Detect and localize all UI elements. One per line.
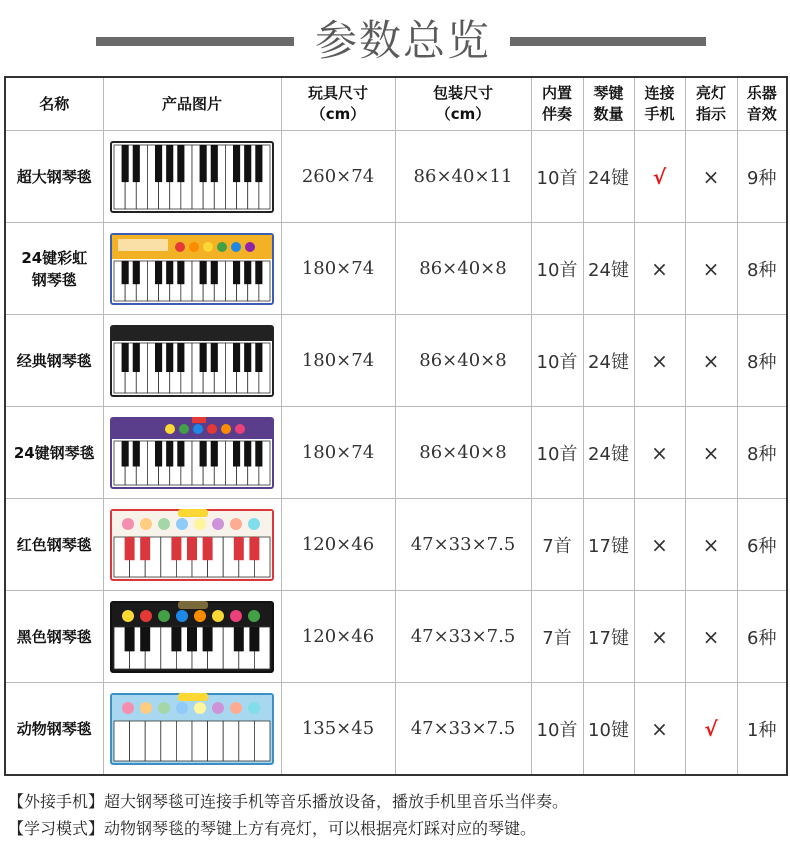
header-light: 亮灯 指示 — [685, 77, 737, 131]
title-decor-line-right — [510, 37, 706, 46]
light-indicator — [685, 499, 737, 591]
instrument-sounds: 8种 — [737, 223, 787, 315]
animal-piano-mat-image — [110, 693, 274, 765]
builtin-songs: 10首 — [531, 131, 583, 223]
pack-size: 47×33×7.5 — [395, 683, 531, 776]
cross-icon: × — [651, 716, 668, 741]
phone-support — [634, 131, 685, 223]
product-name: 动物钢琴毯 — [5, 683, 103, 776]
pack-size: 86×40×8 — [395, 407, 531, 499]
classic-piano-mat-image — [110, 325, 274, 397]
builtin-songs: 10首 — [531, 407, 583, 499]
builtin-songs: 7首 — [531, 591, 583, 683]
cross-icon: × — [702, 624, 720, 649]
toy-size: 260×74 — [281, 131, 395, 223]
key-count: 17键 — [583, 591, 634, 683]
toy-size: 180×74 — [281, 407, 395, 499]
instrument-sounds: 1种 — [737, 683, 787, 776]
rainbow-piano-mat-image — [110, 233, 274, 305]
cross-icon: × — [702, 348, 720, 373]
purple-piano-mat-image — [110, 417, 274, 489]
cross-icon: × — [651, 256, 668, 281]
key-count: 24键 — [583, 407, 634, 499]
light-indicator — [685, 591, 737, 683]
toy-size: 180×74 — [281, 223, 395, 315]
product-row — [5, 499, 787, 591]
builtin-songs: 7首 — [531, 499, 583, 591]
product-row — [5, 131, 787, 223]
product-row — [5, 591, 787, 683]
black-piano-mat-image — [110, 601, 274, 673]
title-decor-line-left — [96, 37, 294, 46]
pack-size: 47×33×7.5 — [395, 499, 531, 591]
key-count: 24键 — [583, 315, 634, 407]
cross-icon: × — [702, 532, 720, 557]
product-image — [103, 315, 281, 407]
product-name: 24键彩虹 钢琴毯 — [5, 223, 103, 315]
instrument-sounds: 8种 — [737, 407, 787, 499]
instrument-sounds: 9种 — [737, 131, 787, 223]
product-row — [5, 407, 787, 499]
product-image — [103, 499, 281, 591]
cross-icon: × — [702, 256, 720, 281]
light-indicator — [685, 131, 737, 223]
header-keys: 琴键 数量 — [583, 77, 634, 131]
product-image — [103, 683, 281, 776]
pack-size: 86×40×8 — [395, 223, 531, 315]
red-piano-mat-image — [110, 509, 274, 581]
product-image — [103, 591, 281, 683]
phone-support — [634, 223, 685, 315]
phone-support — [634, 315, 685, 407]
light-indicator — [685, 683, 737, 776]
header-phone: 连接 手机 — [634, 77, 685, 131]
light-indicator — [685, 223, 737, 315]
product-row — [5, 223, 787, 315]
product-name: 超大钢琴毯 — [5, 131, 103, 223]
phone-support — [634, 591, 685, 683]
light-indicator — [685, 407, 737, 499]
builtin-songs: 10首 — [531, 315, 583, 407]
giant-white-piano-mat-image — [110, 141, 274, 213]
pack-size: 86×40×11 — [395, 131, 531, 223]
cross-icon: × — [702, 164, 720, 189]
cross-icon: × — [651, 624, 668, 649]
header-image: 产品图片 — [103, 77, 281, 131]
header-toy-size: 玩具尺寸 （cm） — [281, 77, 395, 131]
product-image — [103, 223, 281, 315]
note-phone: 【外接手机】超大钢琴毯可连接手机等音乐播放设备，播放手机里音乐当伴奏。 — [8, 792, 569, 811]
toy-size: 120×46 — [281, 591, 395, 683]
product-name: 经典钢琴毯 — [5, 315, 103, 407]
toy-size: 135×45 — [281, 683, 395, 776]
product-row — [5, 683, 787, 776]
product-name: 黑色钢琴毯 — [5, 591, 103, 683]
builtin-songs: 10首 — [531, 223, 583, 315]
toy-size: 120×46 — [281, 499, 395, 591]
phone-support — [634, 683, 685, 776]
product-name: 24键钢琴毯 — [5, 407, 103, 499]
product-name: 红色钢琴毯 — [5, 499, 103, 591]
product-image — [103, 407, 281, 499]
title-banner — [0, 0, 790, 74]
instrument-sounds: 6种 — [737, 591, 787, 683]
check-icon: √ — [652, 164, 667, 189]
header-sound: 乐器 音效 — [737, 77, 787, 131]
key-count: 24键 — [583, 223, 634, 315]
key-count: 17键 — [583, 499, 634, 591]
pack-size: 86×40×8 — [395, 315, 531, 407]
instrument-sounds: 8种 — [737, 315, 787, 407]
header-row — [5, 77, 787, 131]
light-indicator — [685, 315, 737, 407]
header-pack-size: 包装尺寸 （cm） — [395, 77, 531, 131]
builtin-songs: 10首 — [531, 683, 583, 776]
header-name: 名称 — [5, 77, 103, 131]
cross-icon: × — [651, 440, 668, 465]
cross-icon: × — [702, 440, 720, 465]
product-image — [103, 131, 281, 223]
instrument-sounds: 6种 — [737, 499, 787, 591]
pack-size: 47×33×7.5 — [395, 591, 531, 683]
check-icon: √ — [704, 716, 718, 741]
toy-size: 180×74 — [281, 315, 395, 407]
phone-support — [634, 407, 685, 499]
product-row — [5, 315, 787, 407]
notes — [8, 788, 788, 842]
spec-table — [4, 76, 788, 776]
cross-icon: × — [651, 348, 668, 373]
phone-support — [634, 499, 685, 591]
page-title: 参数总览 — [314, 16, 491, 65]
key-count: 24键 — [583, 131, 634, 223]
cross-icon: × — [651, 532, 668, 557]
note-learning: 【学习模式】动物钢琴毯的琴键上方有亮灯，可以根据亮灯踩对应的琴键。 — [8, 819, 537, 838]
key-count: 10键 — [583, 683, 634, 776]
header-builtin: 内置 伴奏 — [531, 77, 583, 131]
